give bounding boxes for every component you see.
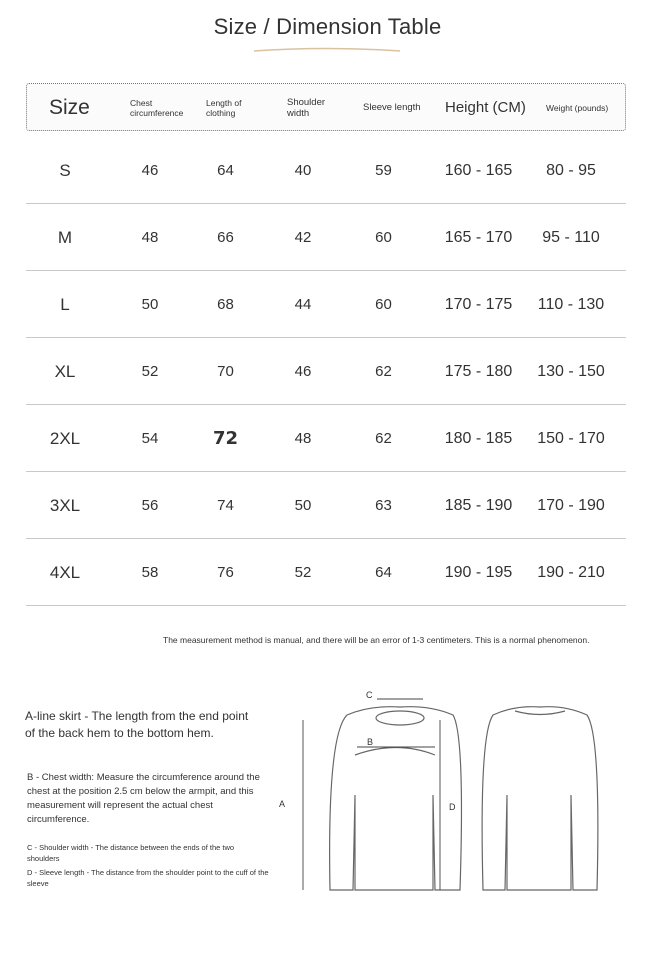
header-length: Length of clothing — [206, 97, 242, 118]
table-header — [26, 83, 626, 131]
cell-chest: 48 — [141, 229, 159, 246]
table-row — [26, 539, 626, 606]
header-chest: Chest circumference — [130, 97, 184, 118]
cell-height: 185 - 190 — [444, 496, 513, 514]
cell-length: 70 — [217, 363, 234, 380]
cell-shoulder: 46 — [294, 363, 312, 380]
cell-length: 66 — [217, 229, 234, 246]
cell-length: 64 — [217, 162, 234, 179]
table-row — [26, 271, 626, 338]
cell-height: 175 - 180 — [444, 362, 513, 380]
table-row — [26, 405, 626, 472]
cell-sleeve: 59 — [375, 162, 392, 179]
cell-size: XL — [54, 361, 76, 381]
header-height: Height (CM) — [445, 99, 526, 116]
cell-shoulder: 50 — [294, 497, 312, 514]
shirt-back-outline — [482, 707, 598, 890]
cell-height: 170 - 175 — [444, 295, 513, 313]
cell-sleeve: 62 — [375, 430, 392, 447]
cell-shoulder: 48 — [294, 430, 312, 447]
title-underline — [252, 47, 402, 53]
cell-chest: 56 — [141, 497, 159, 514]
cell-chest: 52 — [141, 363, 159, 380]
description-b: B - Chest width: Measure the circumference around the chest at the position 2.5 cm below the armpit, and this measurement will represent the actual chest circumference. — [27, 772, 260, 825]
description-d: D - Sleeve length - The distance from the shoulder point to the cuff of the sleeve — [27, 868, 269, 888]
label-c: C — [366, 690, 373, 700]
cell-shoulder: 52 — [294, 564, 312, 581]
cell-size: 4XL — [49, 562, 81, 582]
cell-sleeve: 64 — [375, 564, 392, 581]
row-divider — [26, 605, 626, 606]
cell-length: 74 — [217, 497, 234, 514]
cell-height: 160 - 165 — [444, 161, 513, 179]
cell-size: 3XL — [49, 495, 81, 515]
header-size: Size — [49, 96, 90, 120]
description-a: A-line skirt - The length from the end point of the back hem to the bottom hem. — [25, 709, 249, 740]
cell-length: 68 — [217, 296, 234, 313]
table-row — [26, 338, 626, 405]
cell-shoulder: 40 — [294, 162, 312, 179]
cell-weight: 190 - 210 — [537, 563, 605, 581]
description-c: C - Shoulder width - The distance between the ends of the two shoulders — [27, 843, 235, 863]
cell-chest: 46 — [141, 162, 159, 179]
cell-height: 180 - 185 — [444, 429, 513, 447]
cell-size: 2XL — [49, 428, 81, 448]
cell-size: M — [57, 227, 73, 247]
header-sleeve: Sleeve length — [363, 102, 421, 114]
cell-chest: 58 — [141, 564, 159, 581]
cell-height: 190 - 195 — [444, 563, 513, 581]
cell-weight: 150 - 170 — [537, 429, 605, 447]
shirt-front-outline — [330, 707, 462, 890]
cell-weight: 80 - 95 — [546, 161, 596, 179]
header-shoulder: Shoulder width — [287, 96, 326, 119]
cell-shoulder: 44 — [294, 296, 312, 313]
table-row — [26, 137, 626, 204]
table-row — [26, 472, 626, 539]
page-title: Size / Dimension Table — [213, 14, 442, 39]
cell-sleeve: 60 — [375, 229, 392, 246]
cell-size: S — [59, 160, 71, 180]
cell-length: 76 — [217, 564, 234, 581]
cell-sleeve: 63 — [375, 497, 392, 514]
label-a: A — [279, 799, 286, 809]
cell-chest: 54 — [141, 430, 159, 447]
cell-chest: 50 — [141, 296, 159, 313]
measurement-lines — [303, 699, 440, 890]
cell-shoulder: 42 — [294, 229, 312, 246]
cell-length: 72 — [212, 428, 239, 449]
shirt-diagram — [275, 685, 625, 900]
cell-weight: 170 - 190 — [537, 496, 605, 514]
cell-sleeve: 60 — [375, 296, 392, 313]
cell-height: 165 - 170 — [444, 228, 513, 246]
measurement-note: The measurement method is manual, and there will be an error of 1-3 centimeters. This is a normal phenomenon. — [163, 635, 590, 645]
cell-sleeve: 62 — [375, 363, 392, 380]
cell-weight: 95 - 110 — [542, 228, 600, 246]
cell-weight: 130 - 150 — [537, 362, 605, 380]
header-weight: Weight (pounds) — [546, 102, 609, 113]
cell-weight: 110 - 130 — [537, 295, 605, 313]
cell-size: L — [60, 294, 70, 314]
label-d: D — [449, 802, 456, 812]
label-b: B — [367, 737, 374, 747]
table-row — [26, 204, 626, 271]
